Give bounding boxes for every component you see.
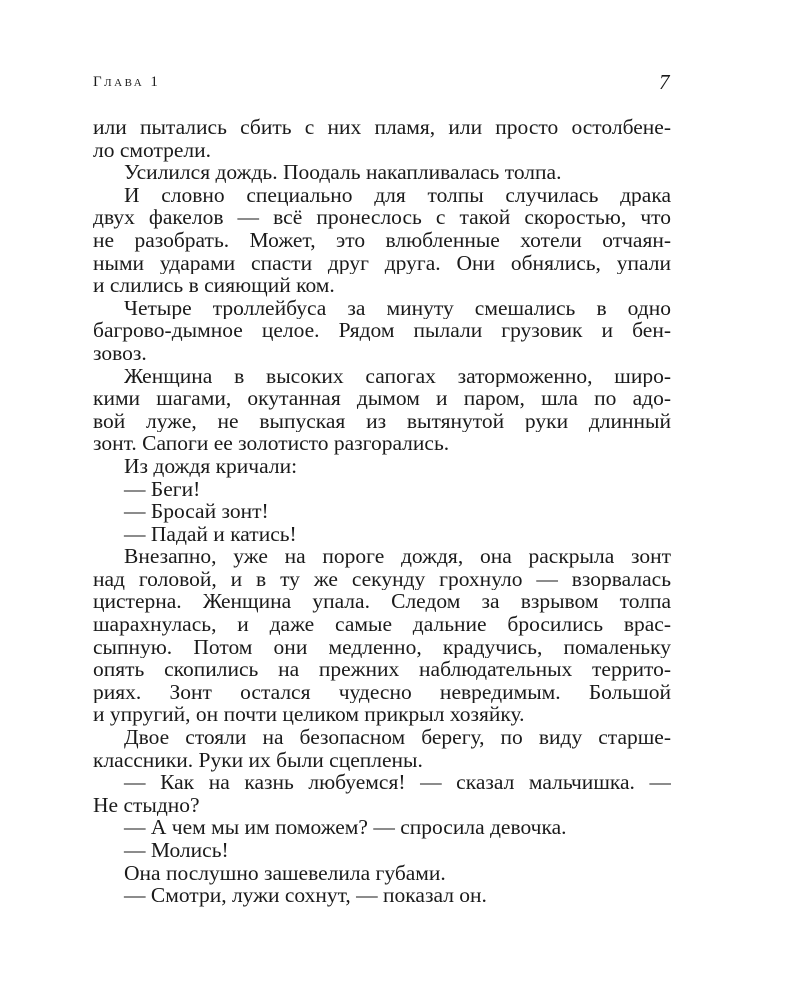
text-line: Четыре троллейбуса за минуту смешались в одно (124, 296, 671, 320)
text-line: Женщина в высоких сапогах заторможенно, широ- (124, 364, 671, 388)
text-line: кими шагами, окутанная дымом и паром, шла по адо- (93, 387, 671, 410)
text-line: И словно специально для толпы случилась драка (124, 183, 671, 207)
page-number: 7 (659, 70, 670, 94)
text-line: не разобрать. Может, это влюбленные хотели отчаян- (93, 228, 671, 252)
text-line: вой луже, не выпуская из вытянутой руки длинный (93, 409, 671, 433)
text-line: риях. Зонт остался чудесно невредимым. Большой (93, 680, 671, 704)
text-line: — Смотри, лужи сохнут, — показал он. (124, 883, 487, 908)
text-line: и слились в сияющий ком. (93, 273, 335, 298)
text-line: Двое стояли на безопасном берегу, по виду старше- (124, 726, 671, 749)
text-line: Внезапно, уже на пороге дождя, она раскрыла зонт (124, 545, 671, 568)
text-line: багрово-дымное целое. Рядом пылали грузовик и бен- (93, 319, 671, 342)
text-line: ло смотрели. (93, 137, 212, 162)
text-line: — Беги! (124, 476, 201, 501)
text-line: — Бросай зонт! (124, 499, 269, 524)
text-line: — Падай и катись! (124, 521, 297, 546)
text-line: зовоз. (93, 340, 147, 365)
text-line: цистерна. Женщина упала. Следом за взрывом толпа (93, 590, 671, 614)
text-line: Из дождя кричали: (124, 453, 298, 478)
text-line: — А чем мы им поможем? — спросила девочка. (124, 815, 567, 840)
text-line: сыпную. Потом они медленно, крадучись, помаленьку (93, 635, 671, 659)
text-line: Она послушно зашевелила губами. (124, 860, 446, 885)
text-line: — Как на казнь любуемся! — сказал мальчишка. — (124, 771, 671, 794)
text-line: двух факелов — всё пронеслось с такой скоростью, что (93, 206, 671, 229)
text-line: или пытались сбить с них пламя, или просто остолбене- (93, 116, 671, 139)
text-line: зонт. Сапоги ее золотисто разгорались. (93, 431, 450, 456)
text-line: Усилился дождь. Поодаль накапливалась толпа. (124, 160, 562, 185)
text-line: Не стыдно? (93, 792, 200, 817)
text-line: ными ударами спасти друг друга. Они обнялись, упали (93, 251, 671, 275)
text-line: — Молись! (124, 838, 229, 862)
text-line: классники. Руки их были сцеплены. (93, 747, 423, 772)
text-line: и упругий, он почти целиком прикрыл хозяйку. (93, 702, 525, 727)
text-line: опять скопились на прежних наблюдательных террито- (93, 658, 671, 681)
running-head: Глава 1 (93, 74, 161, 90)
body-text (93, 116, 671, 907)
text-line: над головой, и в ту же секунду грохнуло — взорвалась (93, 567, 671, 591)
text-line: шарахнулась, и даже самые дальние бросились врас- (93, 613, 671, 636)
